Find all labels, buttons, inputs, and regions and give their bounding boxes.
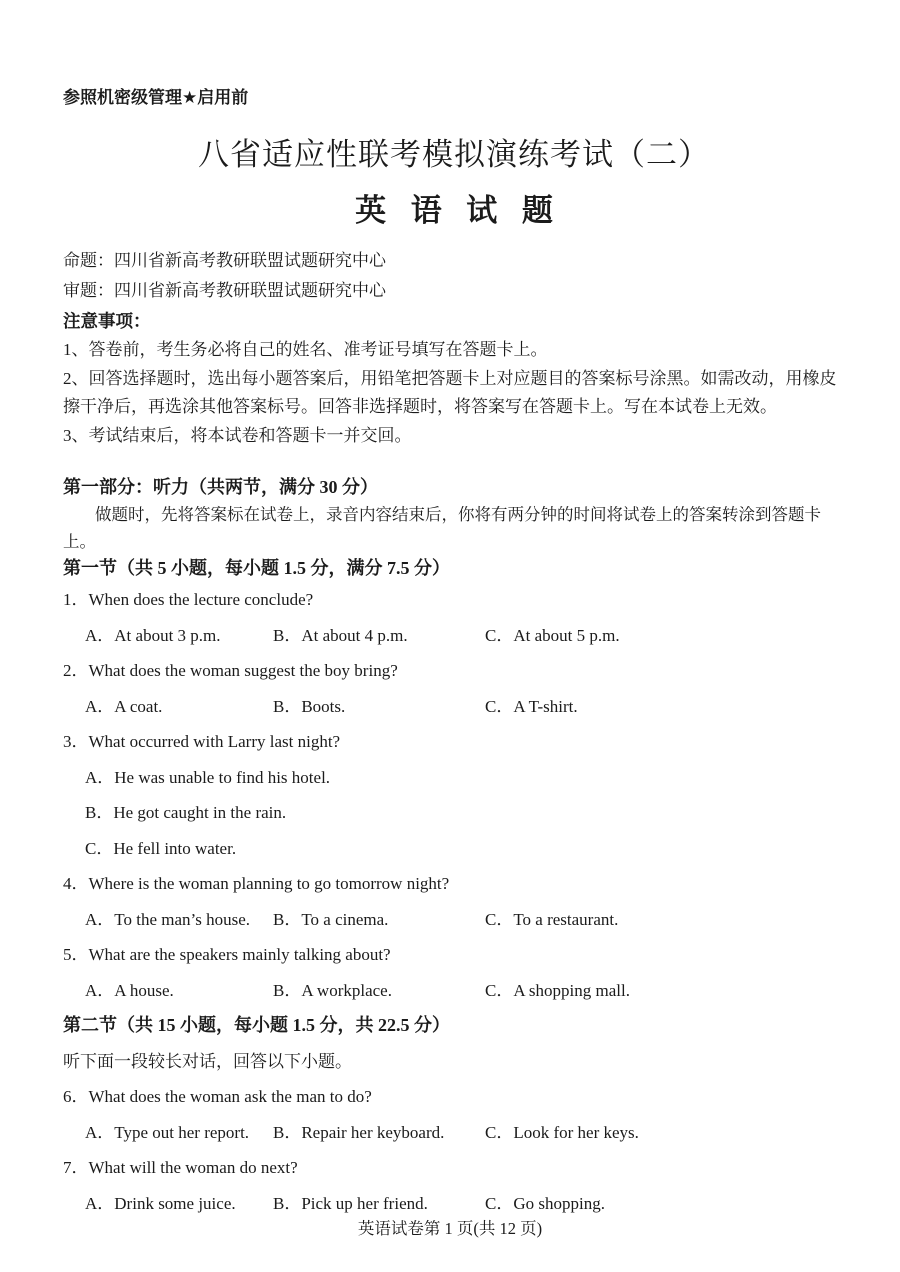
option-c: C．Look for her keys. [485,1122,639,1142]
option-b: B．A workplace. [273,980,392,1000]
option-c: C．A T-shirt. [485,696,578,716]
options-row [63,902,845,938]
section2-heading: 第二节（共 15 小题，每小题 1.5 分，共 22.5 分） [63,1015,450,1035]
question-number: 1． [63,590,89,609]
question-number: 6． [63,1087,89,1106]
question-text [63,1150,845,1186]
option-b: B．Pick up her friend. [273,1193,428,1213]
question-6 [63,1079,845,1150]
note-item-1: 1、答卷前，考生务必将自己的姓名、准考证号填写在答题卡上。 [63,340,548,359]
question-stem: What are the speakers mainly talking about? [88,945,391,964]
option-c: C．A shopping mall. [485,980,630,1000]
page-footer: 英语试卷第 1 页(共 12 页) [357,1219,543,1238]
question-7 [63,1150,845,1221]
proposer-line: 命题：四川省新高考教研联盟试题研究中心 [63,251,386,270]
question-number: 2． [63,661,89,680]
note-item-3: 3、考试结束后，将本试卷和答题卡一并交回。 [63,425,412,445]
options-row [63,1115,845,1151]
question-number: 4． [63,874,89,893]
question-text [63,724,845,760]
question-number: 3． [63,732,89,751]
question-text [63,866,845,902]
options-row [63,973,845,1009]
exam-title: 八省适应性联考模拟演练考试（二） [198,137,710,172]
question-stem: What does the woman ask the man to do? [88,1087,372,1106]
notes-heading: 注意事项： [63,311,151,331]
question-stem: What occurred with Larry last night? [88,732,341,751]
options-row [63,618,845,654]
option-c: C．To a restaurant. [485,909,619,929]
reviewer-line: 审题：四川省新高考教研联盟试题研究中心 [63,281,386,300]
question-5 [63,937,845,1008]
note-item-2: 2、回答选择题时，选出每小题答案后，用铅笔把答题卡上对应题目的答案标号涂黑。如需改动，用橡皮擦干净后，再选涂其他答案标号。回答非选择题时，将答案写在答题卡上。写在本试卷上无效。 [63,368,837,416]
option-a: A．Type out her report. [85,1122,250,1142]
option-b: B．At about 4 p.m. [273,625,408,645]
option-b: B．To a cinema. [273,909,389,929]
question-number: 5． [63,945,89,964]
section2-instruction: 听下面一段较长对话，回答以下小题。 [63,1051,352,1071]
question-number: 7． [63,1158,89,1177]
option-a: A．He was unable to find his hotel. [85,767,331,787]
question-4 [63,866,845,937]
question-1 [63,582,845,653]
question-text [63,653,845,689]
option-b: B．He got caught in the rain. [85,803,287,822]
options-row [63,689,845,725]
section1-heading: 第一节（共 5 小题，每小题 1.5 分，满分 7.5 分） [63,558,450,578]
question-stem: Where is the woman planning to go tomorrow night? [88,874,450,893]
question-2 [63,653,845,724]
question-text [63,582,845,618]
question-stem: What will the woman do next? [88,1158,298,1177]
question-text [63,1079,845,1115]
option-a: A．A coat. [85,696,163,716]
option-a: A．Drink some juice. [85,1193,236,1213]
option-c: C．Go shopping. [485,1193,605,1213]
subject-title: 英 语 试 题 [355,193,561,228]
option-b: B．Boots. [273,696,346,716]
question-3 [63,724,845,866]
option-c: C．He fell into water. [85,838,237,858]
secrecy-notice: 参照机密级管理★启用前 [63,88,249,107]
option-a: A．At about 3 p.m. [85,625,221,645]
question-text [63,937,845,973]
option-c: C．At about 5 p.m. [485,625,620,645]
question-list [63,582,845,1221]
question-stem: When does the lecture conclude? [88,590,314,609]
option-a: A．A house. [85,980,174,1000]
question-stem: What does the woman suggest the boy bring? [88,661,398,680]
option-a: A．To the man’s house. [85,909,251,929]
part1-heading: 第一部分：听力（共两节，满分 30 分） [63,477,378,497]
option-b: B．Repair her keyboard. [273,1122,445,1142]
listening-instruction: 做题时，先将答案标在试卷上，录音内容结束后，你将有两分钟的时间将试卷上的答案转涂到答题卡上。 [63,505,821,551]
